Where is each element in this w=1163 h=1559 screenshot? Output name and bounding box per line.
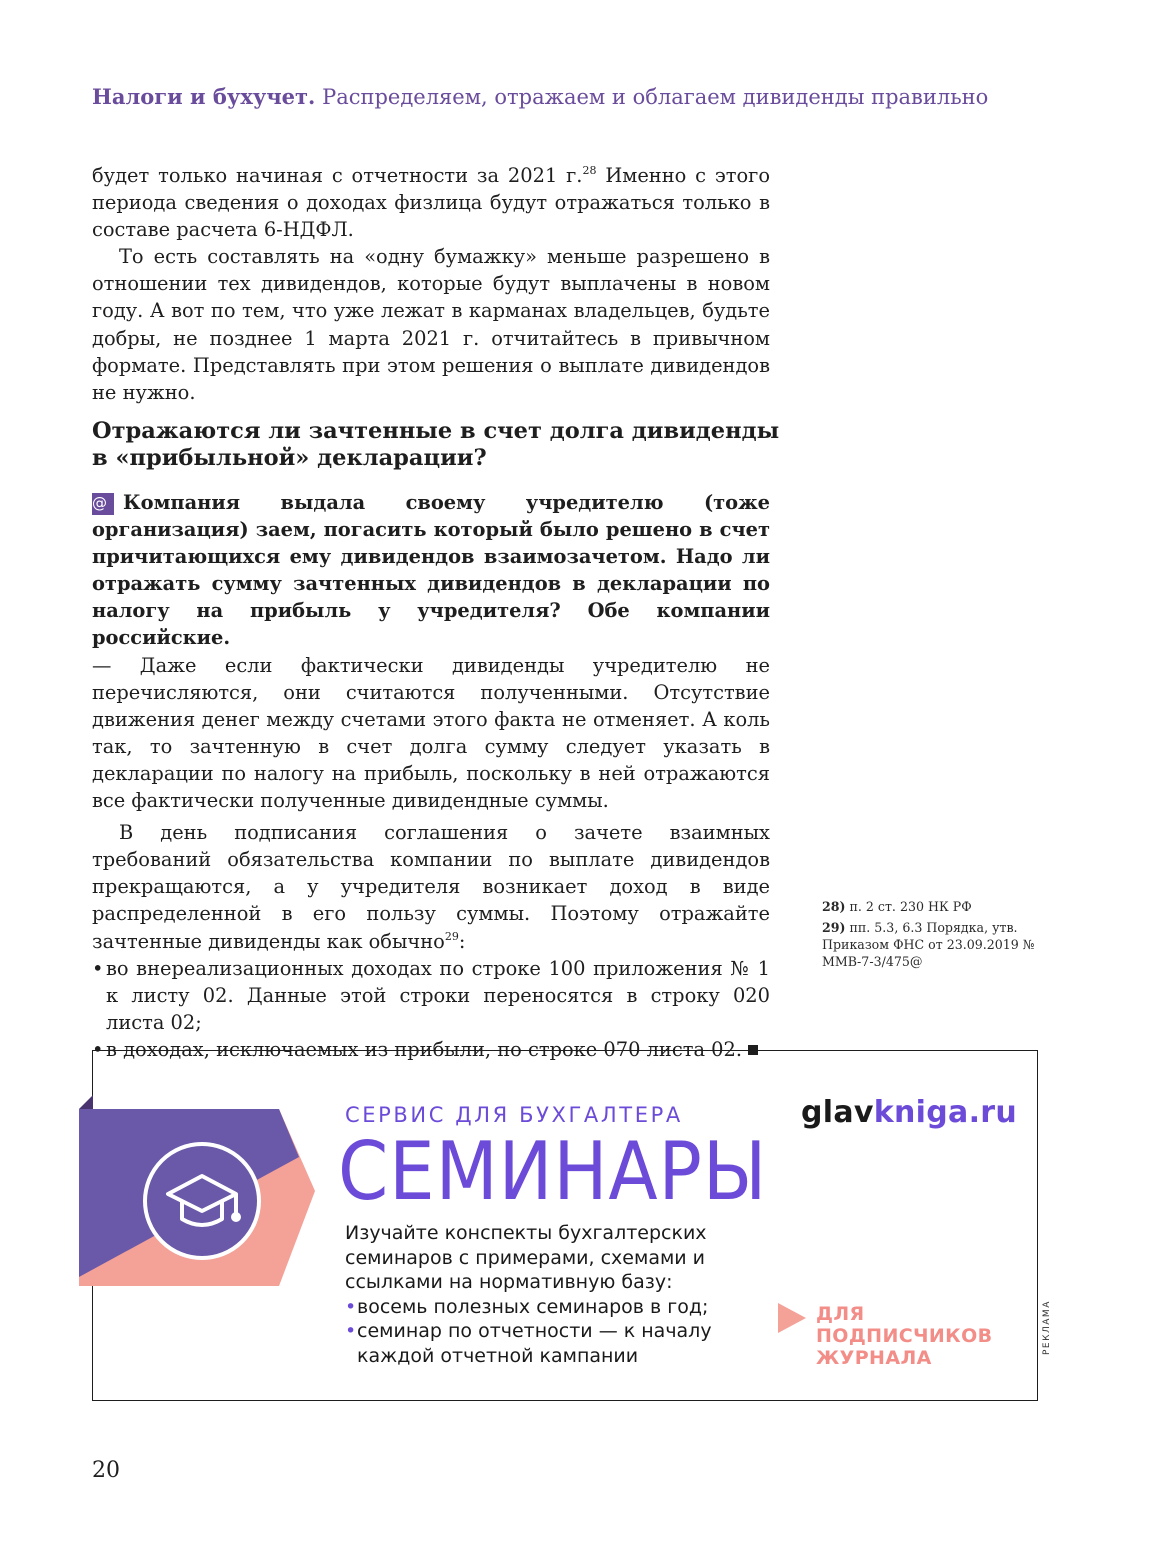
ad-bullet: • семинар по отчетности — к началу каждой отчетной кампании — [345, 1319, 765, 1368]
intro-paragraph-1: будет только начиная с отчетности за 2021 г.$^{28}$ Именно с этого периода сведения о доходах физлица будут отражаться только в составе расчета 6-НДФЛ. — [92, 164, 770, 242]
ad-bullet: • восемь полезных семинаров в год; — [345, 1295, 765, 1320]
footnote-ref-28[interactable]: 28 — [582, 164, 597, 177]
ad-title: СЕМИНАРЫ — [338, 1125, 768, 1218]
ad-disclaimer: РЕКЛАМА — [1042, 1300, 1052, 1355]
qa-block — [92, 489, 770, 1063]
ad-description: Изучайте конспекты бухгалтерских семинаров с примерами, схемами и ссылками на нормативную базу: — [345, 1222, 707, 1293]
seminar-banner-art — [79, 1095, 321, 1286]
footnote-29: 29) пп. 5.3, 6.3 Порядка, утв. Приказом ФНС от 23.09.2019 № ММВ-7-3/475@ — [822, 920, 1035, 969]
ad-service-label: СЕРВИС ДЛЯ БУХГАЛТЕРА — [345, 1103, 683, 1127]
advertisement[interactable] — [92, 1050, 1038, 1401]
section-title: Налоги и бухучет. — [92, 84, 316, 109]
intro-text — [92, 162, 770, 406]
footnotes — [822, 898, 1042, 974]
section-heading: Отражаются ли зачтенные в счет долга дивиденды в «прибыльной» декларации? — [92, 418, 780, 471]
footnote-28: 28) п. 2 ст. 230 НК РФ — [822, 899, 972, 914]
running-header — [92, 84, 992, 109]
page-number: 20 — [92, 1458, 120, 1483]
at-icon: @ — [92, 493, 114, 515]
intro-paragraph-2: То есть составлять на «одну бумажку» меньше разрешено в отношении тех дивидендов, которые будут выплачены в новом году. А вот по тем, что уже лежат в карманах владельцев, будьте добры, не позднее 1 марта 2021 г. отчитайтесь в привычном формате. Представлять при этом решения о выплате дивидендов не нужно. — [92, 245, 770, 404]
footnote-ref-29[interactable]: 29 — [444, 929, 459, 943]
ad-body — [345, 1221, 765, 1368]
section-subtitle: Распределяем, отражаем и облагаем дивиденды правильно — [322, 85, 989, 109]
subscribers-callout-text: ДЛЯ ПОДПИСЧИКОВ ЖУРНАЛА — [816, 1303, 993, 1369]
ad-site-link[interactable]: glavkniga.ru — [801, 1095, 1018, 1130]
list-item: • в доходах, исключаемых из прибыли, по строке 070 листа 02. — [92, 1036, 770, 1063]
play-arrow-icon — [778, 1303, 806, 1333]
question-paragraph: @ Компания выдала своему учредителю (тоже организация) заем, погасить который было решено в счет причитающихся ему дивидендов взаимозачетом. Надо ли отражать сумму зачтенных дивидендов в декларации по налогу на прибыль у учредителя? Обе компании российские. — [92, 491, 770, 650]
list-item: • во внереализационных доходах по строке 100 приложения № 1 к листу 02. Данные этой строки переносятся в строку 020 листа 02; — [92, 955, 770, 1036]
answer-paragraph-2: В день подписания соглашения о зачете взаимных требований обязательства компании по выплате дивидендов прекращаются, а у учредителя возникает доход в виде распределенной в его пользу суммы. Поэтому отражайте зачтенные дивиденды как обычно$^{29}$: — [92, 821, 770, 953]
answer-paragraph: — Даже если фактически дивиденды учредителю не перечисляются, они считаются полученными. Отсутствие движения денег между счетами этого факта не отменяет. А коль так, то зачтенную в счет долга сумму следует указать в декларации по налогу на прибыль, поскольку в ней отражаются все фактически полученные дивидендные суммы. — [92, 653, 770, 813]
